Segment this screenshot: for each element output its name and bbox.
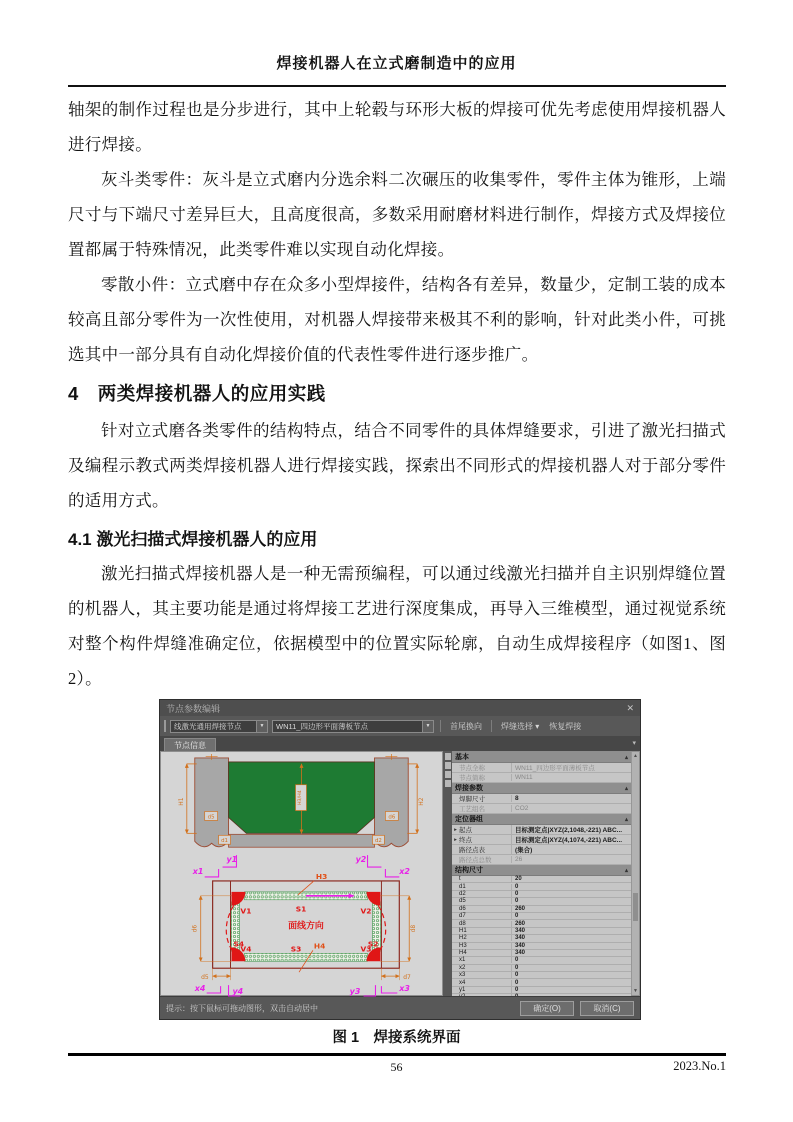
property-row[interactable] — [452, 987, 631, 994]
dim-label-d8-side: d8 — [410, 924, 418, 933]
dim-label-d5: d5 — [207, 814, 215, 821]
property-label: d5 — [459, 898, 466, 905]
panel-section-title: 结构尺寸 — [455, 867, 483, 874]
property-value[interactable]: 0 — [511, 957, 631, 963]
dialog-statusbar — [160, 996, 640, 1019]
property-value[interactable]: CO2 — [511, 805, 631, 812]
property-value[interactable]: 0 — [511, 913, 631, 919]
property-label: d7 — [459, 913, 466, 920]
dialog-tabrow — [160, 736, 640, 751]
property-row[interactable] — [452, 876, 631, 883]
property-label: 路径点总数 — [459, 857, 492, 864]
canvas-scroll-button[interactable] — [445, 762, 451, 769]
dialog-toolbar — [160, 716, 640, 736]
expand-arrow-icon: ▸ — [454, 826, 457, 833]
property-label: d6 — [459, 905, 466, 912]
running-head: 焊接机器人在立式磨制造中的应用 — [276, 56, 517, 72]
canvas-scroll-button[interactable] — [445, 771, 451, 778]
property-value[interactable]: 0 — [511, 898, 631, 904]
property-row[interactable] — [452, 855, 631, 865]
cad-canvas[interactable] — [160, 751, 443, 996]
property-label: x1 — [459, 957, 466, 964]
property-value[interactable]: 20 — [511, 876, 631, 882]
close-icon[interactable]: ✕ — [626, 702, 634, 713]
figure-caption: 图 1 焊接系统界面 — [332, 1030, 461, 1046]
dim-label-h2: H2 — [418, 797, 426, 806]
property-label: 工艺组名 — [459, 806, 485, 813]
property-row[interactable] — [452, 794, 631, 804]
property-row[interactable] — [452, 891, 631, 898]
property-row[interactable] — [452, 883, 631, 890]
property-row[interactable] — [452, 773, 631, 783]
collapse-icon[interactable]: ▴ — [624, 785, 628, 792]
top-view — [178, 754, 425, 847]
property-value[interactable]: 260 — [511, 921, 631, 927]
property-rows — [452, 752, 631, 995]
property-label: x3 — [459, 972, 466, 979]
property-label: t — [459, 876, 461, 883]
property-value[interactable]: 0 — [511, 980, 631, 986]
property-value[interactable]: 260 — [511, 906, 631, 912]
panel-section-header[interactable] — [452, 865, 631, 876]
panel-section-title: 定位器组 — [455, 816, 483, 823]
label-v3: V3 — [360, 944, 372, 954]
subsection-heading-4-1: 4.1 激光扫描式焊接机器人的应用 — [68, 530, 318, 549]
footer-rule — [68, 1053, 726, 1056]
paragraph-5: 激光扫描式焊接机器人是一种无需预编程，可以通过线激光扫描并自主识别焊缝位置的机器人，其主要功能是通过将焊接工艺进行深度集成，再导入三维模型，通过视觉系统对整个构件焊缝准确定位，依据模型中的位置实际轮廓，自动生成焊接程序（如图1、图2）。 — [68, 564, 726, 688]
label-s4: S4 — [233, 939, 245, 949]
property-label: H3 — [459, 942, 467, 949]
scroll-down-icon[interactable]: ▼ — [633, 988, 638, 994]
marker-y4: y4 — [232, 987, 244, 997]
canvas-scrollbar[interactable] — [443, 751, 452, 996]
property-value[interactable]: (集合) — [511, 845, 631, 854]
dialog-title: 节点参数编辑 — [166, 703, 221, 714]
property-value[interactable]: 0 — [511, 987, 631, 993]
property-label: H2 — [459, 935, 467, 942]
marker-x3: x3 — [399, 984, 410, 994]
property-value[interactable]: 0 — [511, 965, 631, 971]
marker-y2: y2 — [355, 855, 367, 865]
property-row[interactable] — [452, 950, 631, 957]
collapse-icon[interactable]: ▴ — [624, 867, 628, 874]
property-row[interactable] — [452, 957, 631, 964]
canvas-scroll-button[interactable] — [445, 753, 451, 760]
property-label: H1 — [459, 927, 467, 934]
property-label: 起点 — [459, 827, 472, 834]
scroll-up-icon[interactable]: ▲ — [633, 753, 638, 759]
article-body — [68, 92, 726, 696]
node-select-dropdown[interactable] — [272, 720, 434, 733]
property-value[interactable]: 340 — [511, 928, 631, 934]
dim-label-h3h4: H3/H4 — [298, 790, 304, 806]
property-row[interactable] — [452, 898, 631, 905]
property-label: x2 — [459, 964, 466, 971]
scrollbar-thumb[interactable] — [633, 893, 638, 921]
property-label: 焊脚尺寸 — [459, 796, 485, 803]
reference-markers-bottom — [194, 984, 411, 996]
paragraph-2: 灰斗类零件：灰斗是立式磨内分选余料二次碾压的收集零件，零件主体为锥形，上端尺寸与下端尺寸差异巨大，且高度很高，多数采用耐磨材料进行制作，焊接方式及焊接位置都属于特殊情况，此类零件难以实现自动化焊接。 — [68, 170, 726, 259]
property-label: x4 — [459, 979, 466, 986]
panel-section-title: 基本 — [455, 754, 469, 761]
property-label: H4 — [459, 950, 467, 957]
property-value[interactable]: 0 — [511, 972, 631, 978]
dialog-main — [160, 751, 640, 996]
property-value[interactable]: 340 — [511, 950, 631, 956]
swap-start-end-button[interactable]: 首尾换向 — [447, 721, 485, 732]
marker-x4: x4 — [194, 984, 206, 994]
property-label: 节点简称 — [459, 775, 485, 782]
marker-x2: x2 — [399, 866, 410, 876]
property-row[interactable] — [452, 920, 631, 927]
section-heading-4: 4 两类焊接机器人的应用实践 — [68, 383, 326, 404]
property-label: 节点全称 — [459, 765, 485, 772]
dim-label-d6: d6 — [388, 814, 396, 821]
panel-scrollbar[interactable] — [631, 752, 639, 995]
marker-y3: y3 — [349, 987, 361, 997]
property-value[interactable]: 目标测定点|XYZ(2,1048,-221) ABC... — [511, 825, 631, 834]
dialog-titlebar — [160, 700, 640, 716]
label-s1: S1 — [295, 904, 307, 914]
dim-label-h1: H1 — [177, 797, 185, 806]
header-rule — [68, 85, 726, 87]
property-row[interactable] — [452, 935, 631, 942]
paragraph-4: 针对立式磨各类零件的结构特点，结合不同零件的具体焊缝要求，引进了激光扫描式及编程示教式两类焊接机器人进行焊接实践，探索出不同形式的焊接机器人对于部分零件的适用方式。 — [68, 421, 726, 510]
property-value[interactable]: 目标测定点|XYZ(4,1074,-221) ABC... — [511, 835, 631, 844]
property-row[interactable] — [452, 906, 631, 913]
label-s2: S2 — [367, 939, 379, 949]
property-row[interactable] — [452, 943, 631, 950]
property-value[interactable]: 340 — [511, 935, 631, 941]
dim-label-d1: d1 — [221, 838, 229, 845]
property-value[interactable]: 8 — [511, 795, 631, 802]
marker-y1: y1 — [226, 855, 238, 865]
paragraph-1: 轴架的制作过程也是分步进行，其中上轮毂与环形大板的焊接可优先考虑使用焊接机器人进行焊接。 — [68, 100, 726, 154]
node-parameter-dialog — [159, 699, 641, 1020]
restore-weld-button[interactable]: 恢复焊接 — [546, 721, 584, 732]
chevron-down-icon[interactable]: ▾ — [632, 740, 636, 747]
property-value[interactable]: 340 — [511, 943, 631, 949]
property-row[interactable] — [452, 835, 631, 845]
bottom-view — [192, 872, 417, 981]
property-row[interactable] — [452, 965, 631, 972]
issue-label: 2023.No.1 — [673, 1059, 726, 1073]
callout-h3: H3 — [315, 871, 328, 881]
property-row[interactable] — [452, 804, 631, 814]
cad-drawing — [161, 752, 442, 995]
property-value[interactable]: 0 — [511, 891, 631, 897]
label-s3: S3 — [290, 944, 302, 954]
node-select-dropdown-value: WN11_四边形平面薄板节点 — [276, 721, 368, 731]
seam-select-button[interactable]: 焊缝选择 ▾ — [498, 721, 542, 732]
dim-label-d6-side: d6 — [191, 924, 199, 933]
toolbar-divider — [491, 720, 492, 732]
property-label: 终点 — [459, 837, 472, 844]
property-row[interactable] — [452, 979, 631, 986]
property-label: y1 — [459, 987, 466, 994]
toolbar-accent — [164, 720, 166, 732]
property-row[interactable] — [452, 845, 631, 855]
label-v2: V2 — [360, 906, 372, 916]
reference-markers-top — [192, 855, 411, 877]
collapse-icon[interactable]: ▴ — [624, 816, 628, 823]
property-row[interactable] — [452, 763, 631, 773]
panel-section-header[interactable] — [452, 814, 631, 825]
panel-section-header[interactable] — [452, 783, 631, 794]
property-value[interactable]: WN11_四边形平面薄板节点 — [511, 763, 631, 772]
status-tip: 提示：按下鼠标可拖动图形，双击自动居中 — [166, 1003, 318, 1013]
dim-label-d5-bottom: d5 — [201, 974, 209, 982]
dim-label-d2: d2 — [374, 838, 382, 845]
label-v4: V4 — [240, 944, 252, 954]
property-row[interactable] — [452, 825, 631, 835]
property-label: d2 — [459, 890, 466, 897]
chevron-down-icon[interactable]: ▼ — [256, 721, 267, 732]
label-v1: V1 — [240, 906, 252, 916]
label-line-direction: 面线方向 — [288, 921, 324, 932]
toolbar-divider — [440, 720, 441, 732]
property-panel — [452, 751, 640, 996]
page-number: 56 — [390, 1060, 403, 1074]
property-row[interactable] — [452, 913, 631, 920]
property-row[interactable] — [452, 972, 631, 979]
marker-x1: x1 — [192, 866, 204, 876]
dim-label-d7-bottom: d7 — [403, 974, 411, 982]
node-type-dropdown[interactable] — [170, 720, 268, 733]
ok-button[interactable]: 确定(O) — [520, 1001, 574, 1016]
canvas-scroll-button[interactable] — [445, 780, 451, 787]
chevron-down-icon[interactable]: ▼ — [422, 721, 433, 732]
paragraph-3: 零散小件：立式磨中存在众多小型焊接件，结构各有差异，数量少，定制工装的成本较高且部分零件为一次性使用，对机器人焊接带来极其不利的影响，针对此类小件，可挑选其中一部分具有自动化焊接价值的代表性零件进行逐步推广。 — [68, 275, 726, 364]
node-type-dropdown-value: 线激光通用焊接节点 — [174, 721, 242, 731]
cancel-button[interactable]: 取消(C) — [580, 1001, 634, 1016]
property-value[interactable]: WN11 — [511, 774, 631, 781]
tab-node-info[interactable]: 节点信息 — [164, 738, 216, 751]
property-value[interactable]: 26 — [511, 856, 631, 863]
property-value[interactable]: 0 — [511, 884, 631, 890]
property-label: d1 — [459, 883, 466, 890]
collapse-icon[interactable]: ▴ — [624, 754, 628, 761]
property-label: d8 — [459, 920, 466, 927]
panel-section-header[interactable] — [452, 752, 631, 763]
property-row[interactable] — [452, 928, 631, 935]
callout-h4: H4 — [313, 941, 326, 951]
property-label: 路径点表 — [459, 847, 485, 854]
panel-section-title: 焊接参数 — [455, 785, 483, 792]
expand-arrow-icon: ▸ — [454, 836, 457, 843]
